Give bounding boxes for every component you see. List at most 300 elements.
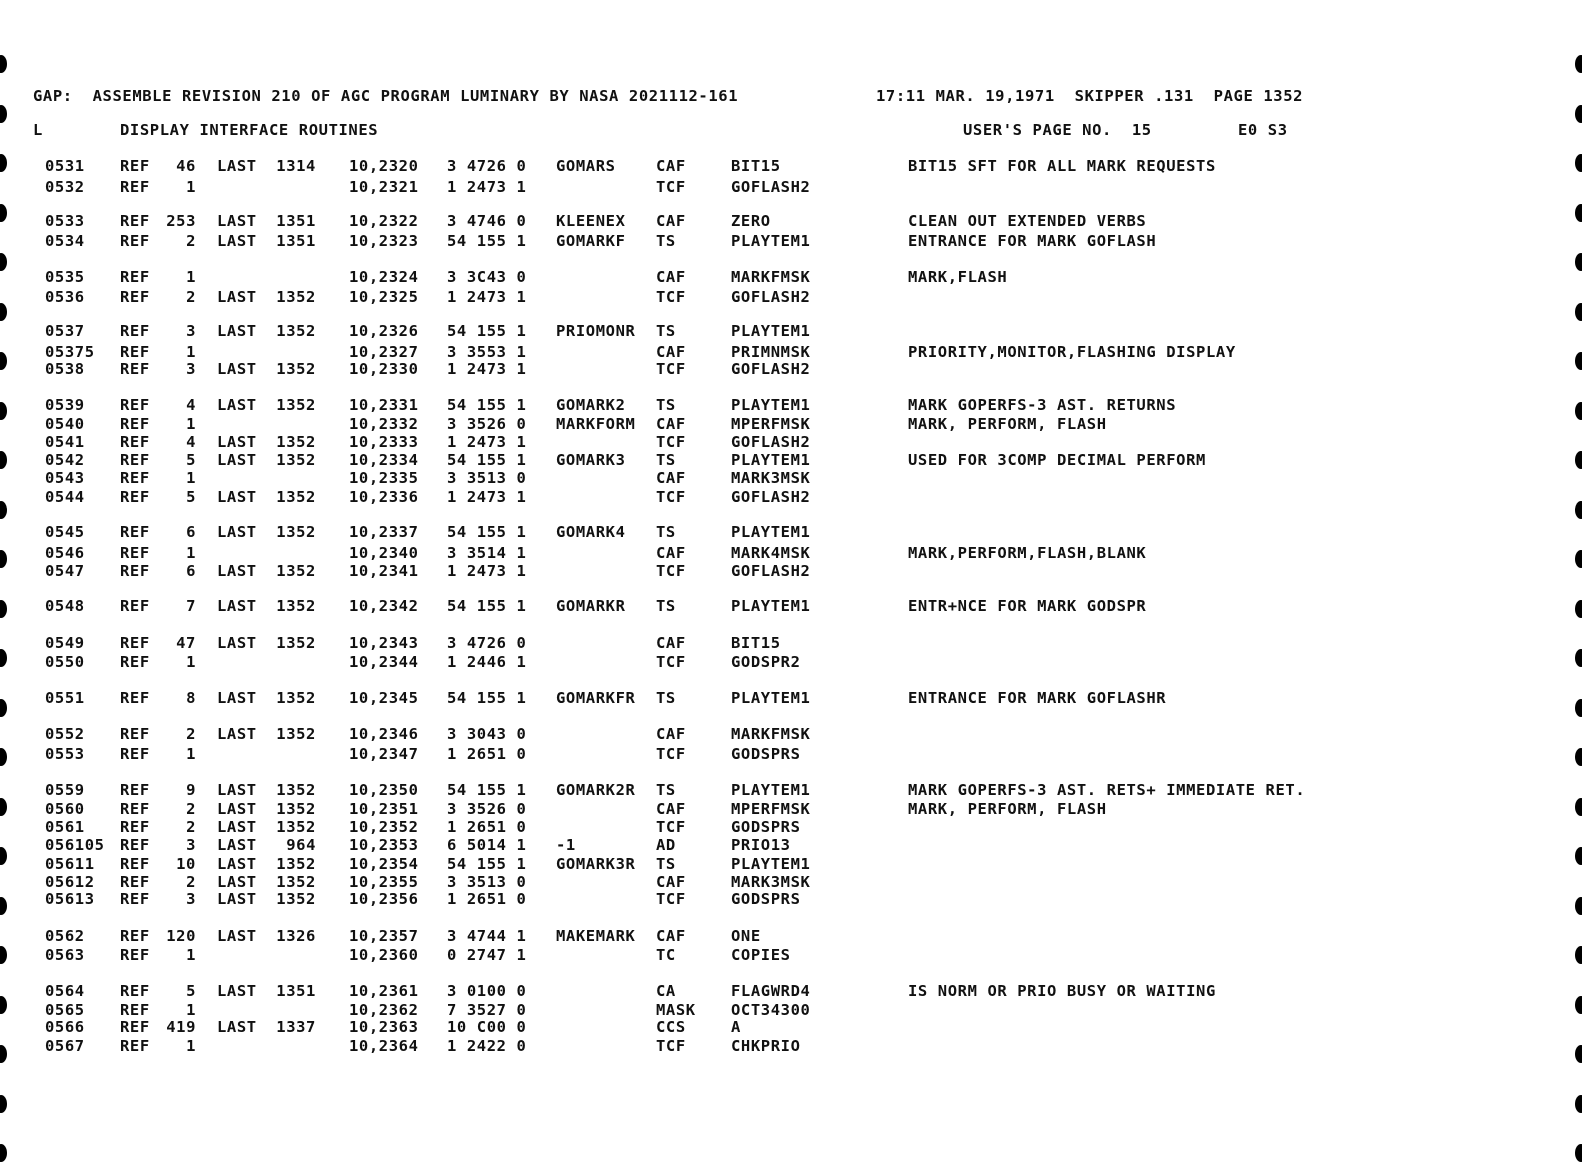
row-ref: REF: [120, 634, 150, 652]
row-last: LAST: [217, 322, 257, 340]
row-last: LAST: [217, 890, 257, 908]
row-lastn: 1352: [276, 523, 316, 541]
row-op: CCS: [656, 1018, 686, 1036]
row-last: LAST: [217, 800, 257, 818]
row-op: TCF: [656, 562, 686, 580]
row-code: 3 0100 0: [447, 982, 527, 1000]
listing-row: [0, 1018, 1582, 1036]
row-ref: REF: [120, 653, 150, 671]
row-last: LAST: [217, 523, 257, 541]
row-arg: GOFLASH2: [731, 488, 811, 506]
row-code: 3 3513 0: [447, 469, 527, 487]
row-arg: ONE: [731, 927, 761, 945]
row-no: 0547: [45, 562, 85, 580]
row-code: 1 2651 0: [447, 818, 527, 836]
row-code: 10 C00 0: [447, 1018, 527, 1036]
feed-hole: [1575, 1095, 1582, 1113]
row-last: LAST: [217, 818, 257, 836]
row-last: LAST: [217, 982, 257, 1000]
row-code: 3 3526 0: [447, 800, 527, 818]
row-lastn: 1352: [276, 433, 316, 451]
row-comment: ENTRANCE FOR MARK GOFLASH: [908, 232, 1157, 250]
row-arg: GOFLASH2: [731, 288, 811, 306]
row-no: 0561: [45, 818, 85, 836]
row-code: 1 2473 1: [447, 288, 527, 306]
row-addr: 10,2360: [349, 946, 419, 964]
row-ref: REF: [120, 818, 150, 836]
row-lastn: 964: [286, 836, 316, 854]
row-no: 0550: [45, 653, 85, 671]
row-ref: REF: [120, 800, 150, 818]
row-op: CA: [656, 982, 676, 1000]
row-code: 3 4744 1: [447, 927, 527, 945]
row-refn: 1: [186, 178, 196, 196]
row-addr: 10,2353: [349, 836, 419, 854]
row-arg: FLAGWRD4: [731, 982, 811, 1000]
row-arg: PLAYTEM1: [731, 689, 811, 707]
row-arg: MARK4MSK: [731, 544, 811, 562]
row-arg: GOFLASH2: [731, 360, 811, 378]
row-addr: 10,2323: [349, 232, 419, 250]
feed-hole: [0, 1095, 7, 1113]
row-lastn: 1351: [276, 232, 316, 250]
eo-code: E0 S3: [1238, 121, 1288, 139]
listing-row: [0, 488, 1582, 506]
row-addr: 10,2321: [349, 178, 419, 196]
row-label: GOMARKF: [556, 232, 626, 250]
row-lastn: 1352: [276, 562, 316, 580]
row-lastn: 1337: [276, 1018, 316, 1036]
listing-row: [0, 725, 1582, 743]
row-addr: 10,2342: [349, 597, 419, 615]
row-arg: GOFLASH2: [731, 178, 811, 196]
row-op: CAF: [656, 800, 686, 818]
listing-row: [0, 745, 1582, 763]
row-label: KLEENEX: [556, 212, 626, 230]
feed-hole: [0, 55, 7, 73]
row-refn: 2: [186, 873, 196, 891]
row-addr: 10,2332: [349, 415, 419, 433]
listing-row: [0, 415, 1582, 433]
row-code: 1 2473 1: [447, 562, 527, 580]
row-comment: USED FOR 3COMP DECIMAL PERFORM: [908, 451, 1206, 469]
row-op: CAF: [656, 634, 686, 652]
row-ref: REF: [120, 415, 150, 433]
row-arg: GOFLASH2: [731, 562, 811, 580]
row-lastn: 1352: [276, 725, 316, 743]
row-arg: MARKFMSK: [731, 725, 811, 743]
row-ref: REF: [120, 725, 150, 743]
row-no: 0564: [45, 982, 85, 1000]
row-last: LAST: [217, 597, 257, 615]
row-no: 0531: [45, 157, 85, 175]
row-addr: 10,2346: [349, 725, 419, 743]
row-ref: REF: [120, 523, 150, 541]
row-ref: REF: [120, 1037, 150, 1055]
row-label: -1: [556, 836, 576, 854]
row-refn: 1: [186, 469, 196, 487]
row-lastn: 1352: [276, 597, 316, 615]
row-lastn: 1352: [276, 689, 316, 707]
row-ref: REF: [120, 232, 150, 250]
row-code: 3 3513 0: [447, 873, 527, 891]
row-lastn: 1352: [276, 634, 316, 652]
row-ref: REF: [120, 562, 150, 580]
row-arg: BIT15: [731, 157, 781, 175]
row-arg: PLAYTEM1: [731, 781, 811, 799]
date-page-header: 17:11 MAR. 19,1971 SKIPPER .131 PAGE 1352: [876, 87, 1304, 105]
listing-row: [0, 946, 1582, 964]
row-ref: REF: [120, 288, 150, 306]
row-arg: GODSPRS: [731, 890, 801, 908]
row-refn: 1: [186, 415, 196, 433]
listing-row: [0, 544, 1582, 562]
row-op: TS: [656, 781, 676, 799]
row-refn: 2: [186, 288, 196, 306]
listing-row: [0, 396, 1582, 414]
row-addr: 10,2331: [349, 396, 419, 414]
row-addr: 10,2352: [349, 818, 419, 836]
row-no: 0533: [45, 212, 85, 230]
row-no: 05611: [45, 855, 95, 873]
listing-row: [0, 451, 1582, 469]
row-refn: 6: [186, 562, 196, 580]
row-code: 6 5014 1: [447, 836, 527, 854]
section-code: L: [33, 121, 43, 139]
row-last: LAST: [217, 157, 257, 175]
row-ref: REF: [120, 544, 150, 562]
row-ref: REF: [120, 946, 150, 964]
row-arg: MARKFMSK: [731, 268, 811, 286]
section-title: DISPLAY INTERFACE ROUTINES: [120, 121, 379, 139]
listing-row: [0, 653, 1582, 671]
row-ref: REF: [120, 927, 150, 945]
row-ref: REF: [120, 689, 150, 707]
row-refn: 2: [186, 232, 196, 250]
row-op: TS: [656, 451, 676, 469]
listing-row: [0, 873, 1582, 891]
row-op: MASK: [656, 1001, 696, 1019]
row-label: GOMARKFR: [556, 689, 636, 707]
row-refn: 47: [176, 634, 196, 652]
row-op: TS: [656, 322, 676, 340]
feed-hole: [1575, 1144, 1582, 1162]
row-op: CAF: [656, 268, 686, 286]
row-comment: MARK,PERFORM,FLASH,BLANK: [908, 544, 1147, 562]
row-arg: MARK3MSK: [731, 873, 811, 891]
row-comment: MARK GOPERFS-3 AST. RETS+ IMMEDIATE RET.: [908, 781, 1306, 799]
row-code: 3 4726 0: [447, 634, 527, 652]
row-ref: REF: [120, 745, 150, 763]
row-label: GOMARKR: [556, 597, 626, 615]
row-no: 056105: [45, 836, 105, 854]
row-op: TS: [656, 523, 676, 541]
row-op: AD: [656, 836, 676, 854]
row-op: TS: [656, 597, 676, 615]
row-op: TS: [656, 232, 676, 250]
row-ref: REF: [120, 396, 150, 414]
row-lastn: 1352: [276, 781, 316, 799]
row-no: 05613: [45, 890, 95, 908]
row-refn: 3: [186, 322, 196, 340]
row-lastn: 1352: [276, 451, 316, 469]
row-addr: 10,2345: [349, 689, 419, 707]
row-addr: 10,2347: [349, 745, 419, 763]
row-addr: 10,2355: [349, 873, 419, 891]
row-ref: REF: [120, 157, 150, 175]
listing-row: [0, 157, 1582, 175]
row-refn: 1: [186, 343, 196, 361]
row-last: LAST: [217, 288, 257, 306]
row-comment: ENTR+NCE FOR MARK GODSPR: [908, 597, 1147, 615]
row-addr: 10,2337: [349, 523, 419, 541]
row-lastn: 1352: [276, 873, 316, 891]
row-lastn: 1314: [276, 157, 316, 175]
row-no: 0544: [45, 488, 85, 506]
row-addr: 10,2322: [349, 212, 419, 230]
listing-row: [0, 268, 1582, 286]
row-code: 1 2473 1: [447, 488, 527, 506]
row-addr: 10,2364: [349, 1037, 419, 1055]
users-page-number: USER'S PAGE NO. 15: [963, 121, 1152, 139]
row-op: TS: [656, 689, 676, 707]
row-addr: 10,2335: [349, 469, 419, 487]
row-op: CAF: [656, 873, 686, 891]
row-refn: 9: [186, 781, 196, 799]
row-arg: OCT34300: [731, 1001, 811, 1019]
listing-row: [0, 836, 1582, 854]
row-label: GOMARK3R: [556, 855, 636, 873]
row-addr: 10,2341: [349, 562, 419, 580]
row-refn: 3: [186, 360, 196, 378]
row-refn: 1: [186, 544, 196, 562]
row-code: 3 3043 0: [447, 725, 527, 743]
row-addr: 10,2343: [349, 634, 419, 652]
row-no: 0539: [45, 396, 85, 414]
row-no: 0551: [45, 689, 85, 707]
row-refn: 5: [186, 451, 196, 469]
row-last: LAST: [217, 781, 257, 799]
row-no: 0567: [45, 1037, 85, 1055]
row-arg: PLAYTEM1: [731, 232, 811, 250]
row-lastn: 1352: [276, 818, 316, 836]
row-label: GOMARS: [556, 157, 616, 175]
listing-row: [0, 232, 1582, 250]
row-no: 0563: [45, 946, 85, 964]
row-refn: 1: [186, 268, 196, 286]
row-op: TCF: [656, 178, 686, 196]
row-op: TCF: [656, 360, 686, 378]
row-code: 3 3526 0: [447, 415, 527, 433]
row-code: 54 155 1: [447, 451, 527, 469]
row-op: CAF: [656, 415, 686, 433]
row-code: 54 155 1: [447, 232, 527, 250]
row-no: 0549: [45, 634, 85, 652]
listing-row: [0, 343, 1582, 361]
row-refn: 1: [186, 745, 196, 763]
listing-row: [0, 562, 1582, 580]
row-code: 1 2473 1: [447, 178, 527, 196]
row-addr: 10,2344: [349, 653, 419, 671]
row-arg: PLAYTEM1: [731, 322, 811, 340]
row-addr: 10,2326: [349, 322, 419, 340]
row-refn: 10: [176, 855, 196, 873]
row-op: TCF: [656, 745, 686, 763]
row-arg: GODSPRS: [731, 745, 801, 763]
row-addr: 10,2357: [349, 927, 419, 945]
row-label: PRIOMONR: [556, 322, 636, 340]
feed-hole: [1575, 105, 1582, 123]
row-ref: REF: [120, 343, 150, 361]
row-last: LAST: [217, 488, 257, 506]
row-no: 0566: [45, 1018, 85, 1036]
row-code: 0 2747 1: [447, 946, 527, 964]
row-no: 0535: [45, 268, 85, 286]
row-comment: BIT15 SFT FOR ALL MARK REQUESTS: [908, 157, 1216, 175]
row-no: 0541: [45, 433, 85, 451]
row-comment: MARK GOPERFS-3 AST. RETURNS: [908, 396, 1177, 414]
row-refn: 6: [186, 523, 196, 541]
row-refn: 1: [186, 1001, 196, 1019]
row-refn: 4: [186, 433, 196, 451]
row-comment: ENTRANCE FOR MARK GOFLASHR: [908, 689, 1167, 707]
row-addr: 10,2361: [349, 982, 419, 1000]
row-refn: 5: [186, 982, 196, 1000]
row-arg: GODSPRS: [731, 818, 801, 836]
listing-row: [0, 360, 1582, 378]
row-comment: MARK,FLASH: [908, 268, 1008, 286]
row-addr: 10,2333: [349, 433, 419, 451]
listing-row: [0, 322, 1582, 340]
row-ref: REF: [120, 781, 150, 799]
row-arg: PLAYTEM1: [731, 451, 811, 469]
row-last: LAST: [217, 836, 257, 854]
row-refn: 2: [186, 725, 196, 743]
row-no: 0562: [45, 927, 85, 945]
listing-row: [0, 689, 1582, 707]
row-code: 1 2446 1: [447, 653, 527, 671]
row-arg: MPERFMSK: [731, 415, 811, 433]
row-lastn: 1351: [276, 212, 316, 230]
row-refn: 253: [166, 212, 196, 230]
row-no: 0552: [45, 725, 85, 743]
row-no: 0534: [45, 232, 85, 250]
row-last: LAST: [217, 562, 257, 580]
row-no: 0548: [45, 597, 85, 615]
row-arg: PLAYTEM1: [731, 855, 811, 873]
row-last: LAST: [217, 873, 257, 891]
row-op: TS: [656, 855, 676, 873]
row-no: 0537: [45, 322, 85, 340]
row-op: CAF: [656, 212, 686, 230]
row-lastn: 1352: [276, 322, 316, 340]
row-no: 0553: [45, 745, 85, 763]
row-addr: 10,2356: [349, 890, 419, 908]
row-refn: 46: [176, 157, 196, 175]
row-refn: 1: [186, 946, 196, 964]
row-last: LAST: [217, 232, 257, 250]
row-refn: 419: [166, 1018, 196, 1036]
row-code: 54 155 1: [447, 523, 527, 541]
row-op: TCF: [656, 433, 686, 451]
row-no: 0560: [45, 800, 85, 818]
listing-row: [0, 800, 1582, 818]
row-refn: 4: [186, 396, 196, 414]
row-op: CAF: [656, 927, 686, 945]
listing-row: [0, 855, 1582, 873]
row-lastn: 1352: [276, 488, 316, 506]
row-code: 1 2651 0: [447, 890, 527, 908]
row-op: TCF: [656, 653, 686, 671]
row-ref: REF: [120, 873, 150, 891]
row-op: TCF: [656, 1037, 686, 1055]
row-op: CAF: [656, 544, 686, 562]
listing-row: [0, 1037, 1582, 1055]
row-ref: REF: [120, 488, 150, 506]
listing-row: [0, 781, 1582, 799]
row-addr: 10,2324: [349, 268, 419, 286]
row-code: 3 3514 1: [447, 544, 527, 562]
row-code: 3 4726 0: [447, 157, 527, 175]
listing-row: [0, 818, 1582, 836]
listing-row: [0, 982, 1582, 1000]
row-lastn: 1326: [276, 927, 316, 945]
row-addr: 10,2351: [349, 800, 419, 818]
row-refn: 7: [186, 597, 196, 615]
row-addr: 10,2325: [349, 288, 419, 306]
listing-row: [0, 178, 1582, 196]
row-ref: REF: [120, 1018, 150, 1036]
row-last: LAST: [217, 927, 257, 945]
row-code: 1 2473 1: [447, 433, 527, 451]
row-addr: 10,2362: [349, 1001, 419, 1019]
row-refn: 3: [186, 836, 196, 854]
row-refn: 1: [186, 653, 196, 671]
row-ref: REF: [120, 469, 150, 487]
listing-row: [0, 469, 1582, 487]
row-refn: 8: [186, 689, 196, 707]
row-addr: 10,2350: [349, 781, 419, 799]
row-arg: BIT15: [731, 634, 781, 652]
row-label: GOMARK3: [556, 451, 626, 469]
row-ref: REF: [120, 597, 150, 615]
row-last: LAST: [217, 855, 257, 873]
row-lastn: 1352: [276, 855, 316, 873]
row-refn: 120: [166, 927, 196, 945]
listing-row: [0, 288, 1582, 306]
row-op: TCF: [656, 288, 686, 306]
row-ref: REF: [120, 178, 150, 196]
row-op: CAF: [656, 725, 686, 743]
row-no: 05612: [45, 873, 95, 891]
row-code: 54 155 1: [447, 855, 527, 873]
row-no: 0540: [45, 415, 85, 433]
row-ref: REF: [120, 433, 150, 451]
row-addr: 10,2327: [349, 343, 419, 361]
row-addr: 10,2354: [349, 855, 419, 873]
row-ref: REF: [120, 360, 150, 378]
row-code: 54 155 1: [447, 322, 527, 340]
listing-row: [0, 634, 1582, 652]
row-lastn: 1352: [276, 360, 316, 378]
row-ref: REF: [120, 890, 150, 908]
row-ref: REF: [120, 836, 150, 854]
row-last: LAST: [217, 451, 257, 469]
row-op: TCF: [656, 488, 686, 506]
row-comment: CLEAN OUT EXTENDED VERBS: [908, 212, 1147, 230]
row-ref: REF: [120, 1001, 150, 1019]
row-refn: 2: [186, 800, 196, 818]
